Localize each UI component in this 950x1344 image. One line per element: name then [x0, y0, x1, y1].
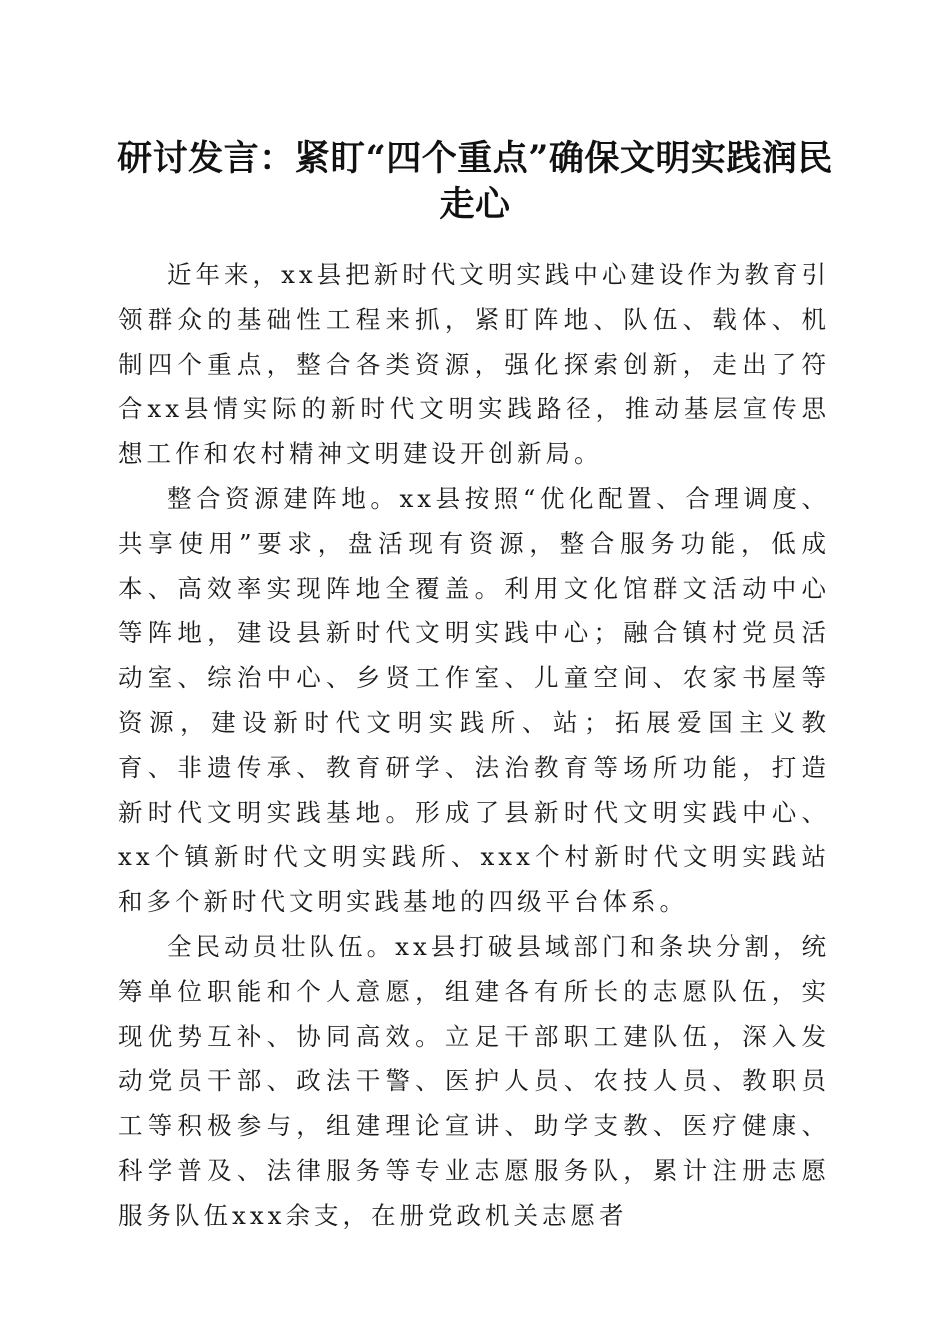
paragraph-teams: 全民动员壮队伍。xx县打破县域部门和条块分割，统筹单位职能和个人意愿，组建各有所长的志愿队伍，实现优势互补、协同高效。立足干部职工建队伍，深入发动党员干部、政法干警、医护人员、农技人员、教职员工等积极参与，组建理论宣讲、助学支教、医疗健康、科学普及、法律服务等专业志愿服务队，累计注册志愿服务队伍xxx余支，在册党政机关志愿者	[118, 931, 830, 1230]
paragraph-intro: 近年来，xx县把新时代文明实践中心建设作为教育引领群众的基础性工程来抓，紧盯阵地、队伍、载体、机制四个重点，整合各类资源，强化探索创新，走出了符合xx县情实际的新时代文明实践路径，推动基层宣传思想工作和农村精神文明建设开创新局。	[118, 260, 830, 469]
paragraph-positions: 整合资源建阵地。xx县按照“优化配置、合理调度、共享使用”要求，盘活现有资源，整合服务功能，低成本、高效率实现阵地全覆盖。利用文化馆群文活动中心等阵地，建设县新时代文明实践中心；融合镇村党员活动室、综治中心、乡贤工作室、儿童空间、农家书屋等资源，建设新时代文明实践所、站；拓展爱国主义教育、非遗传承、教育研学、法治教育等场所功能，打造新时代文明实践基地。形成了县新时代文明实践中心、xx个镇新时代文明实践所、xxx个村新时代文明实践站和多个新时代文明实践基地的四级平台体系。	[118, 483, 830, 917]
document-body	[118, 253, 830, 1239]
page-title: 研讨发言：紧盯“四个重点”确保文明实践润民走心	[117, 138, 833, 225]
